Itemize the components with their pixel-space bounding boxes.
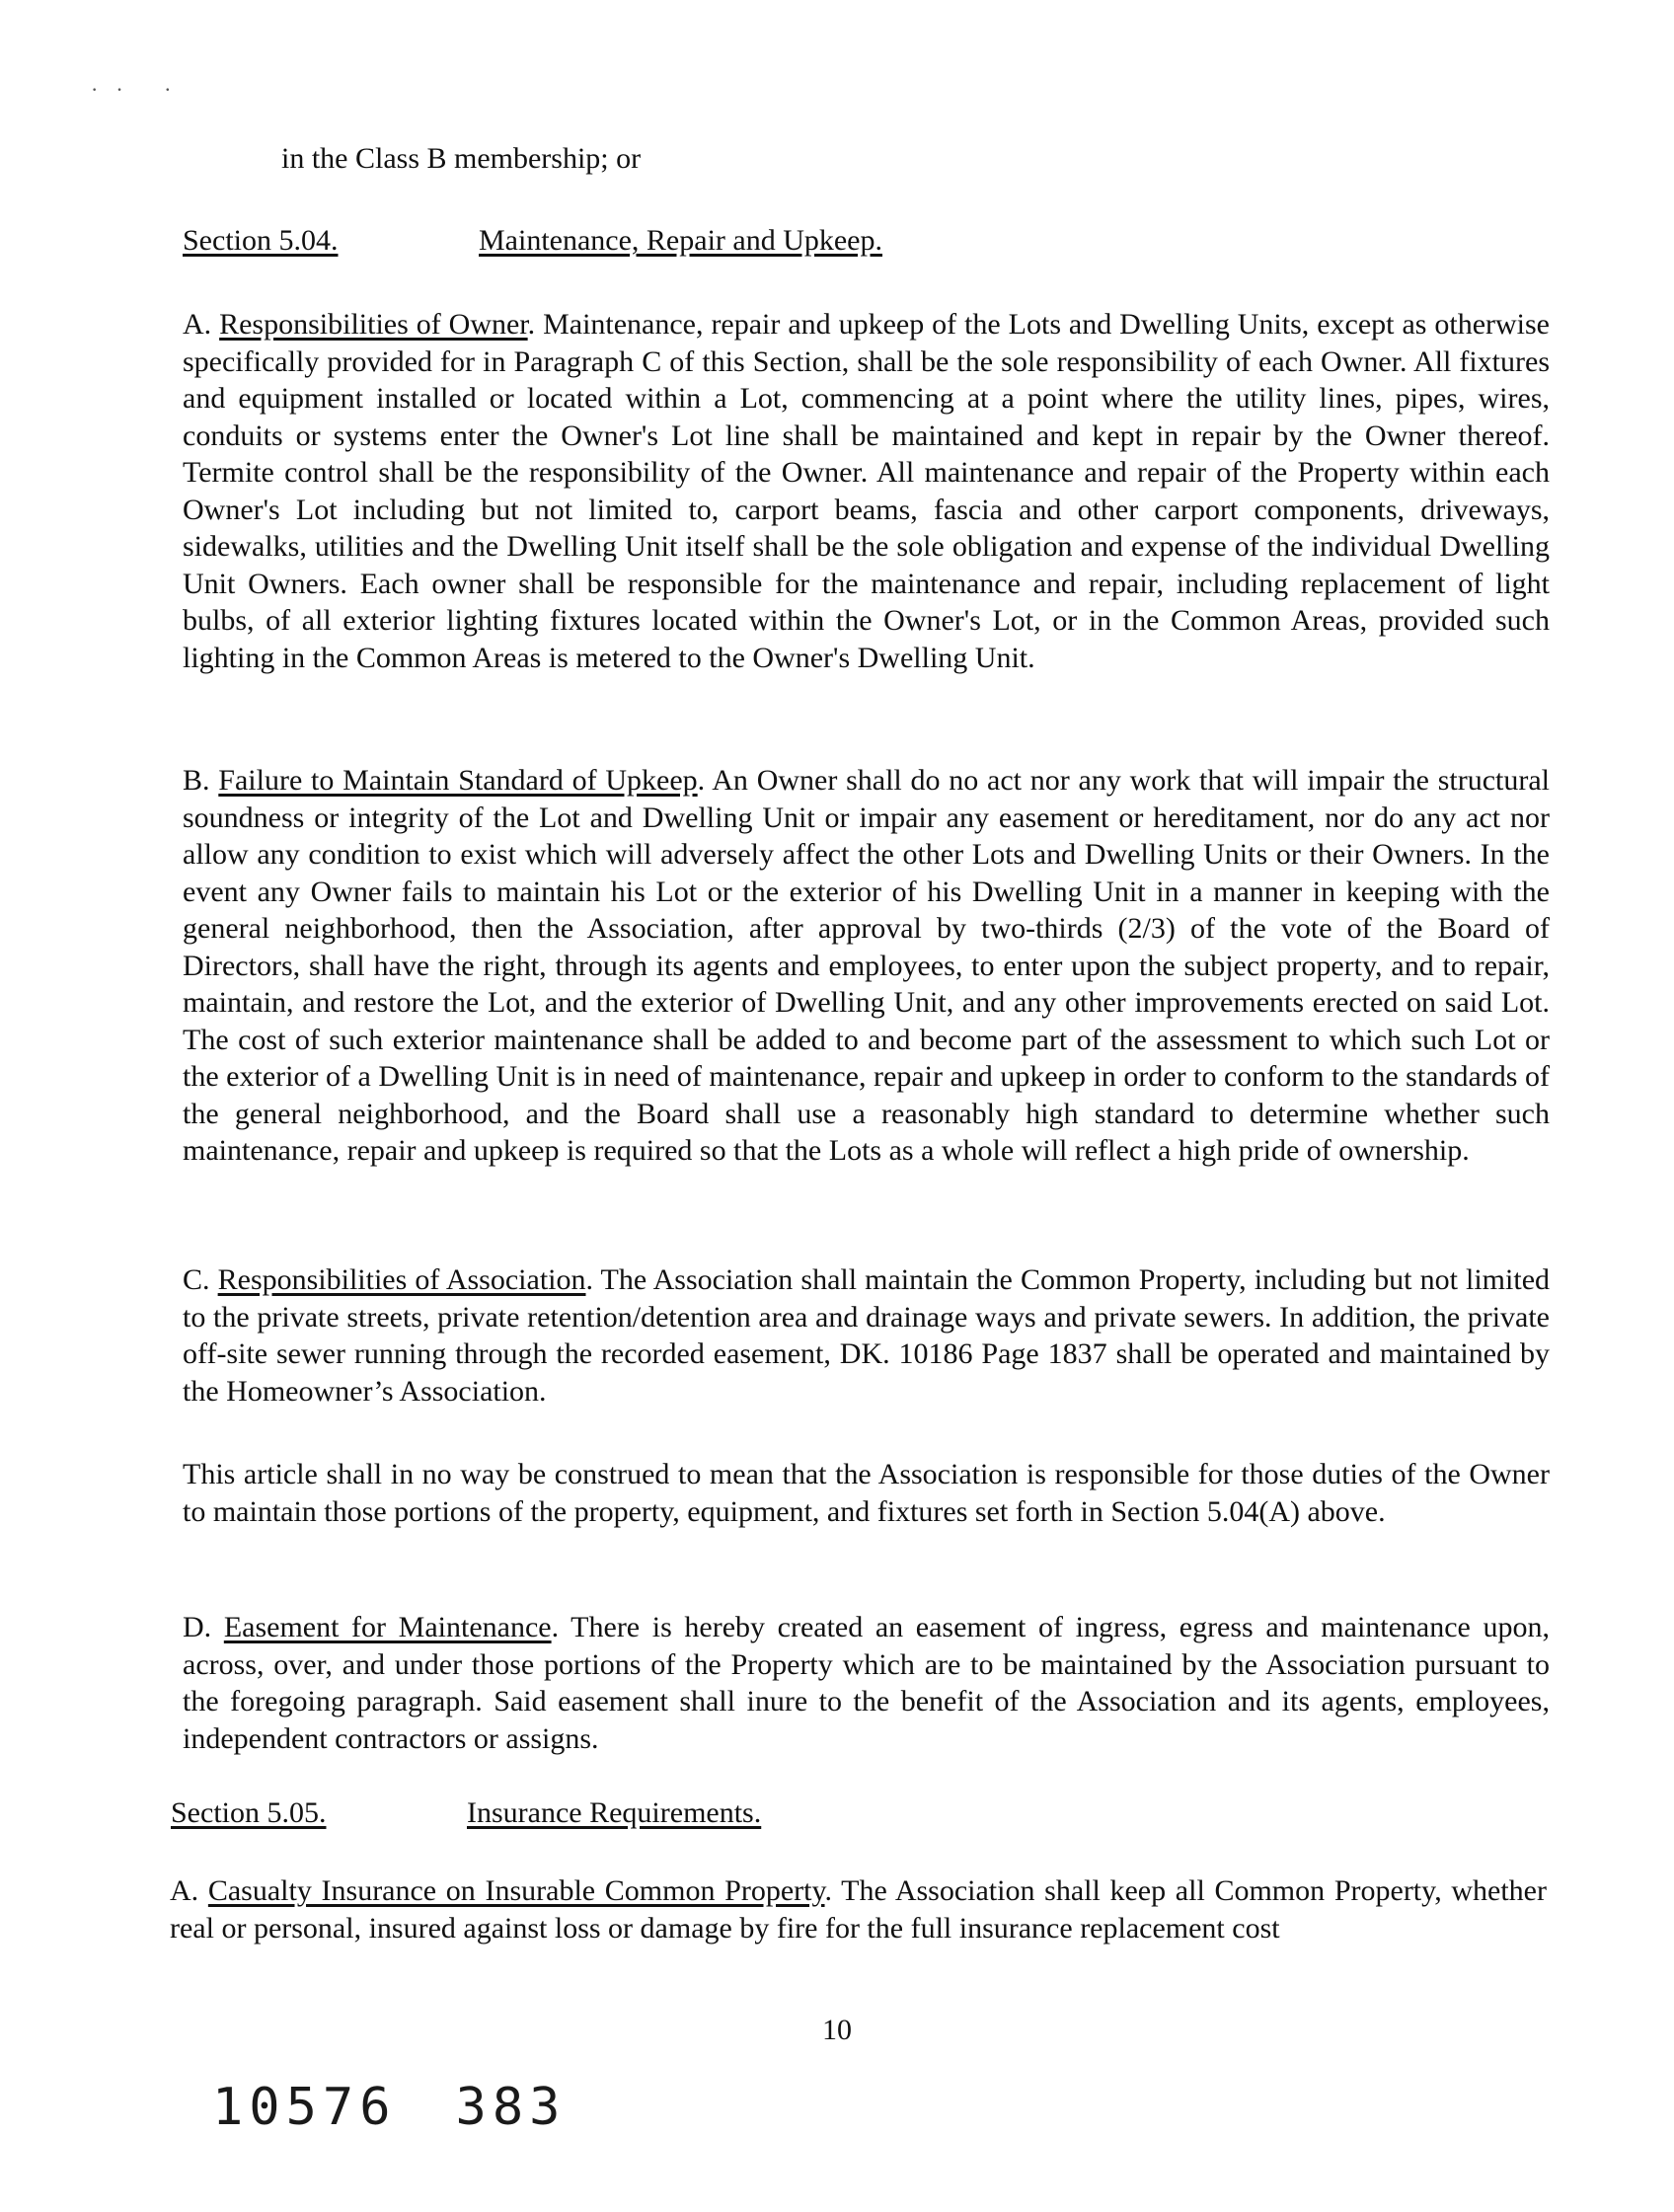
scan-artifact: ·· · [91,77,190,102]
recording-book-number: 10576 [212,2078,397,2137]
paragraph-c-association-responsibilities [183,1261,1550,1410]
recording-stamp [212,2078,566,2137]
paragraph-heading: Responsibilities of Owner [219,308,528,341]
paragraph-body: . There is hereby created an easement of ingress, egress and maintenance upon, across, over, and under those portions of the Property which are to be maintained by the Association pursuant to the foregoing paragraph. Said easement shall inure to the benefit of the Association and its agents, employees, independent contractors or assigns. [183,1611,1550,1755]
recording-page-number: 383 [455,2078,567,2137]
page-number: 10 [822,2014,852,2046]
paragraph-d-easement [183,1609,1550,1757]
paragraph-label: C. [183,1263,210,1296]
continuation-line: in the Class B membership; or [281,142,642,175]
paragraph-heading: Easement for Maintenance [223,1611,552,1643]
paragraph-heading: Responsibilities of Association [217,1263,586,1296]
paragraph-body: . Maintenance, repair and upkeep of the Lots and Dwelling Units, except as otherwise specifically provided for in Paragraph C of this Section, shall be the sole responsibility of each Owner. All fixtures and equipment installed or located within a Lot, commencing at a point where the utility lines, pipes, wires, conduits or systems enter the Owner's Lot line shall be maintained and kept in repair by the Owner thereof. Termite control shall be the responsibility of the Owner. All maintenance and repair of the Property within each Owner's Lot including but not limited to, carport beams, fascia and other carport components, driveways, sidewalks, utilities and the Dwelling Unit itself shall be the sole obligation and expense of the individual Dwelling Unit Owners. Each owner shall be responsible for the maintenance and repair, including replacement of light bulbs, of all exterior lighting fixtures located within the Owner's Lot, or in the Common Areas, provided such lighting in the Common Areas is metered to the Owner's Dwelling Unit. [183,308,1550,674]
paragraph-label: A. [183,308,212,341]
paragraph-label: B. [183,764,210,797]
paragraph-body: . The Association shall keep all Common Property, whether real or personal, insured against loss or damage by fire for the full insurance replacement cost [170,1874,1547,1945]
paragraph-heading: Casualty Insurance on Insurable Common Property [207,1874,825,1907]
paragraph-body: . An Owner shall do no act nor any work that will impair the structural soundness or integrity of the Lot and Dwelling Unit or impair any easement or hereditament, nor do any act nor allow any condition to exist which will adversely affect the other Lots and Dwelling Units or their Owners. In the event any Owner fails to maintain his Lot or the exterior of his Dwelling Unit in a manner in keeping with the general neighborhood, then the Association, after approval by two-thirds (2/3) of the vote of the Board of Directors, shall have the right, through its agents and employees, to enter upon the subject property, and to repair, maintain, and restore the Lot, and the exterior of Dwelling Unit, and any other improvements erected on said Lot. The cost of such exterior maintenance shall be added to and become part of the assessment to which such Lot or the exterior of a Dwelling Unit is in need of maintenance, repair and upkeep in order to conform to the standards of the general neighborhood, and the Board shall use a reasonably high standard to determine whether such maintenance, repair and upkeep is required so that the Lots as a whole will reflect a high pride of ownership. [183,764,1550,1167]
section-number: Section 5.04. [183,224,339,257]
paragraph-article-construction: This article shall in no way be construed to mean that the Association is responsible for those duties of the Owner to maintain those portions of the property, equipment, and fixtures set forth in Section 5.04(A) above. [183,1458,1550,1528]
section-number: Section 5.05. [171,1796,327,1829]
paragraph-label: A. [170,1874,199,1907]
paragraph-body: . The Association shall maintain the Common Property, including but not limited to the private streets, private retention/detention area and drainage ways and private sewers. In addition, the private off-site sewer running through the recorded easement, DK. 10186 Page 1837 shall be operated and maintained by the Homeowner’s Association. [183,1263,1551,1408]
paragraph-label: D. [183,1611,212,1643]
section-title: Insurance Requirements. [467,1796,762,1829]
section-title: Maintenance, Repair and Upkeep. [479,224,882,257]
paragraph-heading: Failure to Maintain Standard of Upkeep [218,764,698,797]
paragraph-b-failure-to-maintain [183,762,1550,1170]
paragraph-a-casualty-insurance [170,1872,1547,1946]
paragraph-a-owner-responsibilities [183,306,1550,676]
